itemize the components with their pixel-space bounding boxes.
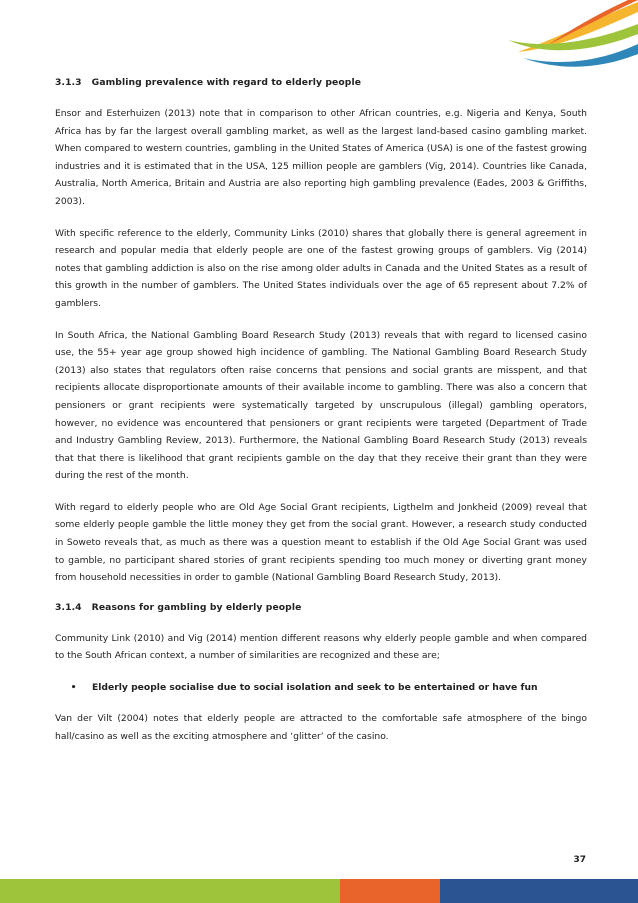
bullet-text: Elderly people socialise due to social isolation and seek to be entertained or have fun [92, 682, 538, 694]
bullet-item [55, 679, 587, 696]
footer-color-bar [0, 879, 638, 903]
paragraph: With specific reference to the elderly, Community Links (2010) shares that globally there is general agreement in research and popular media that elderly people are one of the fastest growing groups of gamblers. Vig (2014) notes that gambling addiction is also on the rise among older adults in Canada and the United States as a result of this growth in the number of gamblers. The United States individuals over the age of 65 represent about 7.2% of gamblers. [55, 227, 587, 309]
paragraph: Community Link (2010) and Vig (2014) mention different reasons why elderly people gamble and when compared to the South African context, a number of similarities are recognized and these are; [55, 632, 587, 662]
footer-blue-segment [440, 879, 638, 903]
section-heading-3-1-3 [55, 76, 587, 90]
section-number: 3.1.4 [55, 601, 82, 613]
paragraph: Ensor and Esterhuizen (2013) note that in comparison to other African countries, e.g. Nigeria and Kenya, South Africa has by far the largest overall gambling market, as well as the largest land-based casino gambling market. When compared to western countries, gambling in the United States of America (USA) is one of the fastest growing industries and it is estimated that in the USA, 125 million people are gamblers (Vig, 2014). Countries like Canada, Australia, North America, Britain and Austria are also reporting high gambling prevalence (Eades, 2003 & Griffiths, 2003). [55, 108, 587, 207]
section-number: 3.1.3 [55, 77, 82, 88]
decorative-swoosh-logo [478, 0, 638, 70]
footer-green-segment [0, 879, 340, 903]
section-heading-3-1-4 [55, 601, 587, 615]
page-number: 37 [573, 855, 586, 865]
paragraph: Van der Vilt (2004) notes that elderly people are attracted to the comfortable safe atmosphere of the bingo hall/casino as well as the exciting atmosphere and ‘glitter’ of the casino. [55, 713, 587, 742]
paragraph: In South Africa, the National Gambling Board Research Study (2013) reveals that with regard to licensed casino use, the 55+ year age group showed high incidence of gambling. The National Gambling Board Research Study (2013) also states that regulators often raise concerns that pensions and social grants are misspent, and that recipients allocate disproportionate amounts of their available income to gambling. There was also a concern that pensioners or grant recipients were systematically targeted by unscrupulous (illegal) gambling operators, however, no evidence was encountered that pensioners or grant recipients were targeted (Department of Trade and Industry Gambling Review, 2013). Furthermore, the National Gambling Board Research Study (2013) reveals that that there is likelihood that grant recipients gamble on the day that they receive their grant than they were during the rest of the month. [55, 329, 587, 482]
paragraph: With regard to elderly people who are Old Age Social Grant recipients, Ligthelm and Jonkheid (2009) reveal that some elderly people gamble the little money they get from the social grant. However, a research study conducted in Soweto reveals that, as much as there was a question meant to establish if the Old Age Social Grant was used to gamble, no participant shared stories of grant recipients spending too much money or diverting grant money from household necessities in order to gamble (National Gambling Board Research Study, 2013). [55, 501, 587, 584]
page-content [55, 76, 587, 759]
section-title: Reasons for gambling by elderly people [91, 601, 302, 613]
footer-orange-segment [340, 879, 440, 903]
bullet-icon: • [70, 682, 77, 694]
section-title: Gambling prevalence with regard to elderly people [91, 77, 362, 88]
